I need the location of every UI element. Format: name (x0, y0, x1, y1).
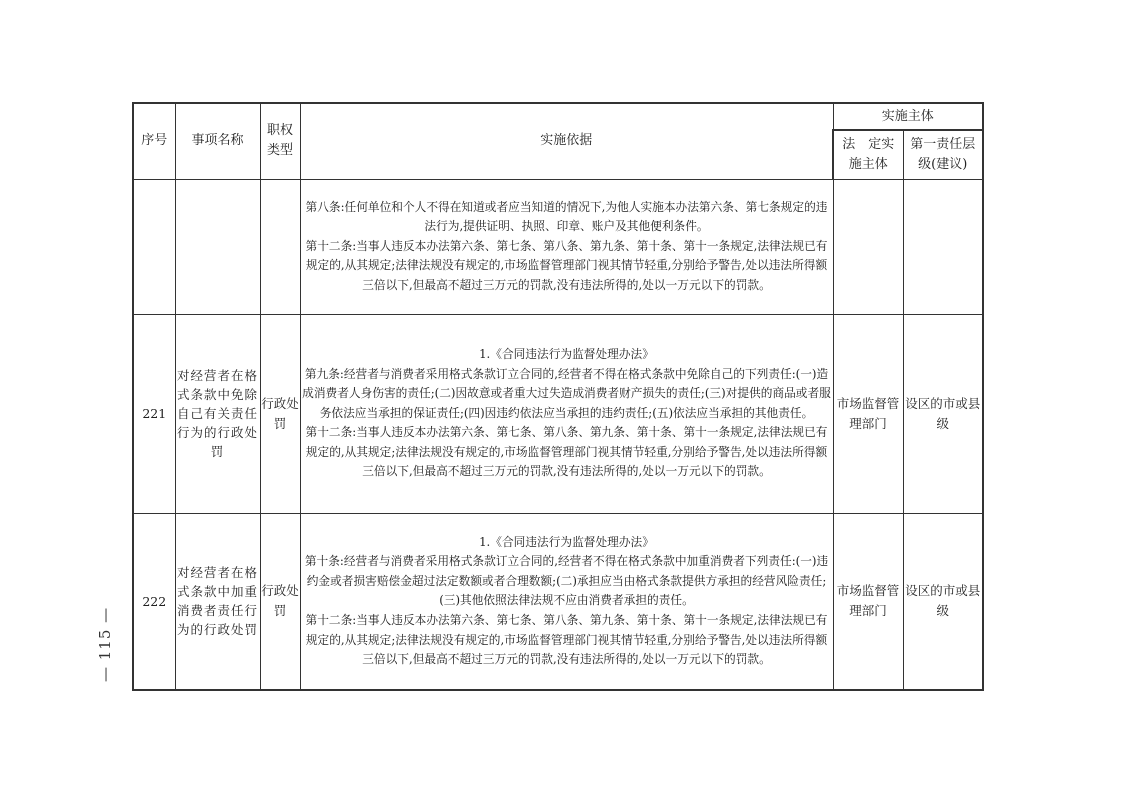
row-basis (300, 179, 833, 314)
header-first-responsibility-level: 第一责任层级(建议) (903, 130, 983, 179)
table-row (133, 179, 983, 314)
row-item-name (175, 179, 260, 314)
basis-paragraph: 第十条:经营者与消费者采用格式条款订立合同的,经营者不得在格式条款中加重消费者下列责任:(一)违约金或者损害赔偿金超过法定数额或者合理数额;(二)承担应当由格式条款提供方承担的经营风险责任;(三)其他依照法律法规不应由消费者承担的责任。 (304, 554, 829, 608)
table-row (133, 513, 983, 690)
row-item-name: 对经营者在格式条款中免除自己有关责任行为的行政处罚 (175, 314, 260, 513)
basis-paragraph: 第十二条:当事人违反本办法第六条、第七条、第八条、第九条、第十条、第十一条规定,法律法规已有规定的,从其规定;法律法规没有规定的,市场监督管理部门视其情节轻重,分别给予警告,处以违法所得额三倍以下,但最高不超过三万元的罚款,没有违法所得的,处以一万元以下的罚款。 (305, 238, 828, 292)
row-seq: 221 (133, 314, 175, 513)
table-row (133, 314, 983, 513)
basis-paragraph: 第八条:任何单位和个人不得在知道或者应当知道的情况下,为他人实施本办法第六条、第七条规定的违法行为,提供证明、执照、印章、账户及其他便利条件。 (305, 199, 828, 234)
row-seq (133, 179, 175, 314)
row-legal-implementer: 市场监督管理部门 (833, 314, 903, 513)
header-authority-type: 职权类型 (260, 103, 300, 179)
basis-paragraph: 1.《合同违法行为监督处理办法》 (479, 534, 654, 549)
row-legal-implementer (833, 179, 903, 314)
basis-paragraph: 第十二条:当事人违反本办法第六条、第七条、第八条、第九条、第十条、第十一条规定,法律法规已有规定的,从其规定;法律法规没有规定的,市场监督管理部门视其情节轻重,分别给予警告,处以违法所得额三倍以下,但最高不超过三万元的罚款,没有违法所得的,处以一万元以下的罚款。 (305, 613, 828, 667)
header-implementer: 实施主体 (833, 103, 983, 130)
table-header (133, 103, 983, 179)
row-seq: 222 (133, 513, 175, 690)
row-authority-type: 行政处罚 (260, 513, 300, 690)
row-basis (300, 314, 833, 513)
page-number: — 115 — (96, 606, 114, 682)
authority-table (132, 102, 984, 691)
row-responsibility-level: 设区的市或县级 (903, 314, 983, 513)
basis-paragraph: 第九条:经营者与消费者采用格式条款订立合同的,经营者不得在格式条款中免除自己的下列责任:(一)造成消费者人身伤害的责任;(二)因故意或者重大过失造成消费者财产损失的责任;(三)对提供的商品或者服务依法应当承担的保证责任;(四)因违约依法应当承担的违约责任;(五)依法应当承担的其他责任。 (302, 366, 831, 420)
row-authority-type (260, 179, 300, 314)
basis-paragraph: 1.《合同违法行为监督处理办法》 (479, 346, 654, 361)
row-item-name: 对经营者在格式条款中加重消费者责任行为的行政处罚 (175, 513, 260, 690)
basis-paragraph: 第十二条:当事人违反本办法第六条、第七条、第八条、第九条、第十条、第十一条规定,法律法规已有规定的,从其规定;法律法规没有规定的,市场监督管理部门视其情节轻重,分别给予警告,处以违法所得额三倍以下,但最高不超过三万元的罚款,没有违法所得的,处以一万元以下的罚款。 (305, 425, 828, 479)
header-basis: 实施依据 (300, 103, 833, 179)
row-basis (300, 513, 833, 690)
row-legal-implementer: 市场监督管理部门 (833, 513, 903, 690)
row-responsibility-level: 设区的市或县级 (903, 513, 983, 690)
row-authority-type: 行政处罚 (260, 314, 300, 513)
row-responsibility-level (903, 179, 983, 314)
header-item-name: 事项名称 (175, 103, 260, 179)
header-legal-implementer: 法 定实施主体 (833, 130, 903, 179)
header-seq: 序号 (133, 103, 175, 179)
